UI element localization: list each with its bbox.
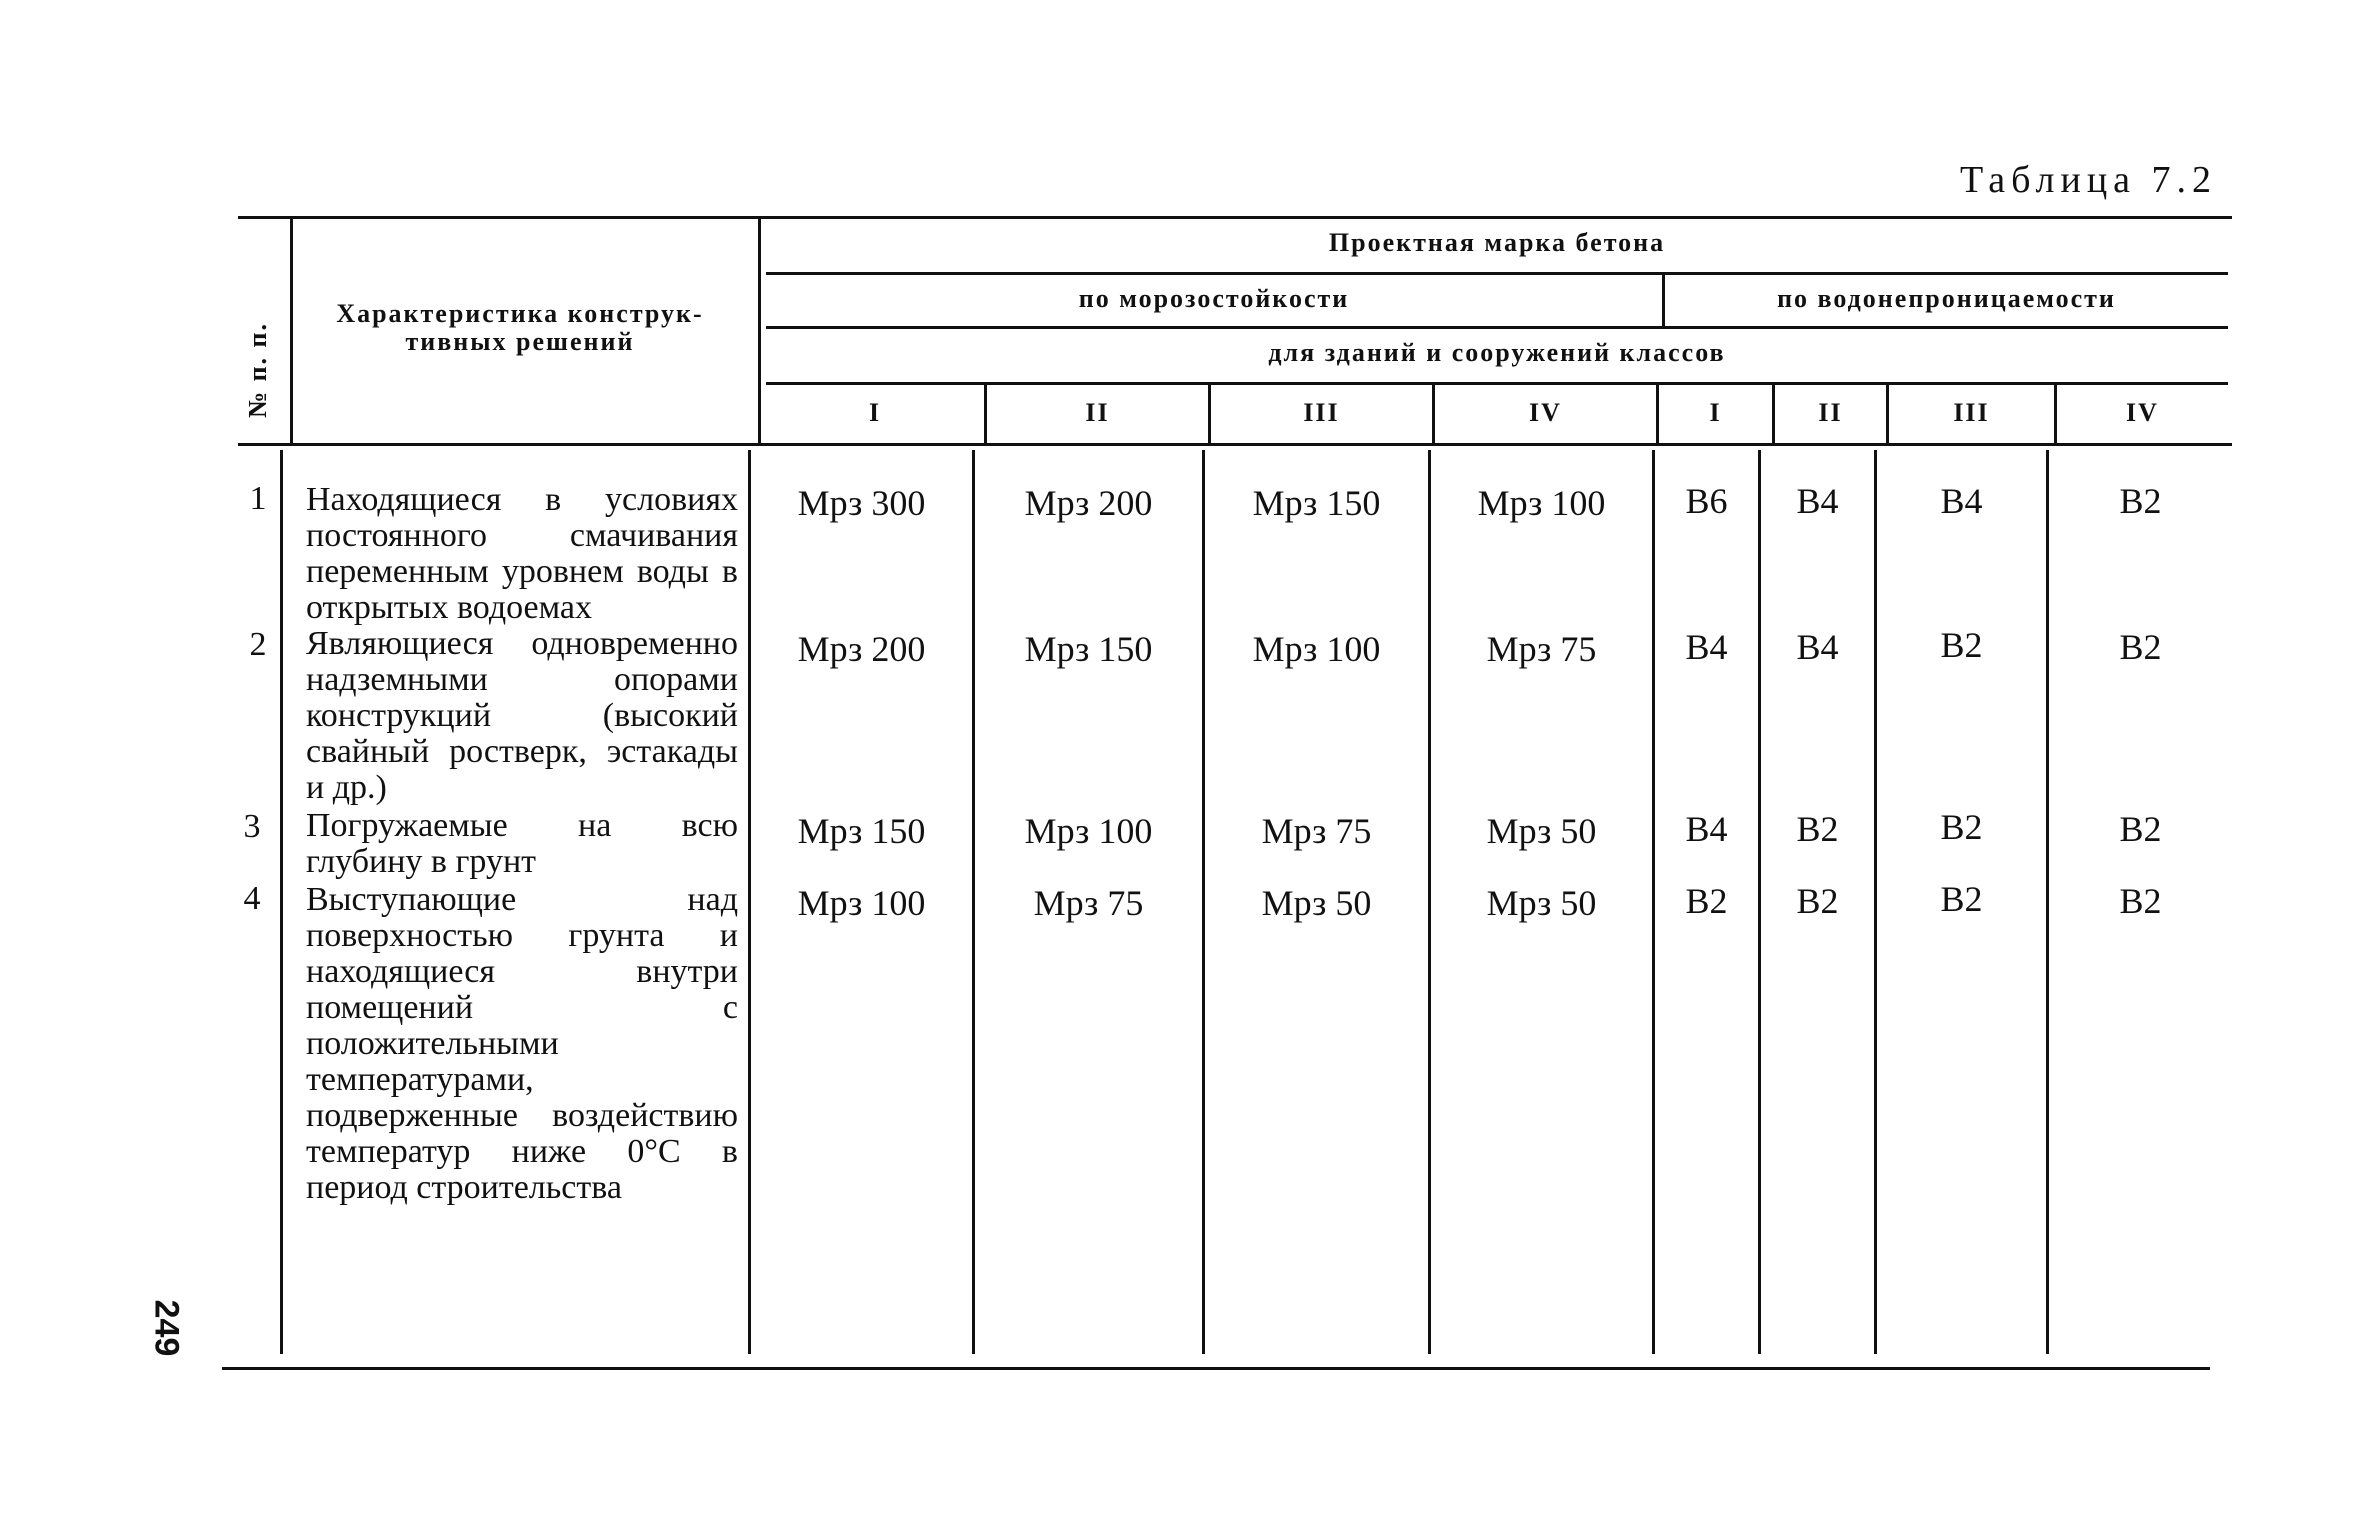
cell-frost-3: Мрз 75: [1261, 811, 1372, 851]
cell-water-1: В6: [1685, 481, 1728, 521]
cell-water-2: В4: [1796, 481, 1839, 521]
header-num-label: № п. п.: [243, 321, 272, 419]
cell-frost-2: Мрз 100: [1024, 811, 1153, 851]
header-frost-label: по морозостойкости: [1078, 284, 1350, 313]
header-desc-label: Характеристика конструк-тивных решений: [336, 299, 704, 356]
header-frost-class-4: IV: [1529, 398, 1562, 427]
cell-water-4: В2: [2119, 881, 2162, 921]
top-rule: [238, 216, 2232, 219]
cell-water-1: В4: [1685, 809, 1728, 849]
cell-frost-4: Мрз 50: [1486, 811, 1597, 851]
header-bottom-rule: [238, 443, 2232, 446]
cell-water-4: В2: [2119, 481, 2162, 521]
header-vline-desc: [758, 218, 761, 444]
cell-water-3: В2: [1940, 879, 1983, 919]
cell-water-3: В2: [1940, 807, 1983, 847]
cell-frost-1: Мрз 100: [797, 883, 926, 923]
cell-frost-4: Мрз 75: [1486, 629, 1597, 669]
subgroup-rule: [766, 326, 2228, 329]
row-number: 2: [249, 626, 267, 663]
cell-frost-3: Мрз 150: [1252, 483, 1381, 523]
cell-frost-1: Мрз 200: [797, 629, 926, 669]
cell-frost-2: Мрз 200: [1024, 483, 1153, 523]
header-classes-label: для зданий и сооружений классов: [1268, 338, 1726, 367]
header-water-class-2: II: [1818, 398, 1843, 427]
row-number: 4: [243, 880, 261, 917]
bottom-rule: [222, 1367, 2210, 1370]
header-frost-class-3: III: [1303, 398, 1340, 427]
header-frost-class-1: I: [868, 398, 882, 427]
cell-frost-4: Мрз 50: [1486, 883, 1597, 923]
header-water-class-4: IV: [2126, 398, 2159, 427]
row-description: Являющиеся одновременно надземными опорами конструкций (высокий свайный ростверк, эстакады и др.): [306, 625, 738, 806]
cell-water-2: В2: [1796, 881, 1839, 921]
header-water-class-1: I: [1709, 398, 1722, 427]
cell-frost-2: Мрз 75: [1033, 883, 1144, 923]
cell-frost-2: Мрз 150: [1024, 629, 1153, 669]
cell-frost-4: Мрз 100: [1477, 483, 1606, 523]
row-description: Выступающие над поверхностью грунта и находящиеся внутри помещений с положительными температурами, подверженные воздействию температур ниже 0°С в период строительства: [306, 881, 738, 1206]
cell-frost-1: Мрз 300: [797, 483, 926, 523]
row-description: Погружаемые на всю глубину в грунт: [306, 807, 738, 880]
group-rule: [766, 272, 2228, 275]
row-description: Находящиеся в условиях постоянного смачивания переменным уровнем воды в открытых водоемах: [306, 481, 738, 626]
cell-water-1: В2: [1685, 881, 1728, 921]
row-number: 1: [249, 480, 267, 517]
body-vline-num: [280, 450, 283, 1354]
cell-water-1: В4: [1685, 627, 1728, 667]
cell-frost-1: Мрз 150: [797, 811, 926, 851]
header-frost-class-2: II: [1085, 398, 1110, 427]
cell-water-2: В4: [1796, 627, 1839, 667]
cell-water-3: В4: [1940, 481, 1983, 521]
page-number: 249: [147, 1299, 186, 1357]
row-number: 3: [243, 808, 261, 845]
cell-water-4: В2: [2119, 627, 2162, 667]
table-caption: Таблица 7.2: [1960, 159, 2218, 201]
cell-frost-3: Мрз 50: [1261, 883, 1372, 923]
cell-frost-3: Мрз 100: [1252, 629, 1381, 669]
header-water-label: по водонепроницаемости: [1777, 284, 2116, 313]
header-group-label: Проектная марка бетона: [1328, 228, 1666, 257]
cell-water-2: В2: [1796, 809, 1839, 849]
header-vline-num: [290, 218, 293, 444]
header-water-class-3: III: [1953, 398, 1990, 427]
cell-water-3: В2: [1940, 625, 1983, 665]
cell-water-4: В2: [2119, 809, 2162, 849]
